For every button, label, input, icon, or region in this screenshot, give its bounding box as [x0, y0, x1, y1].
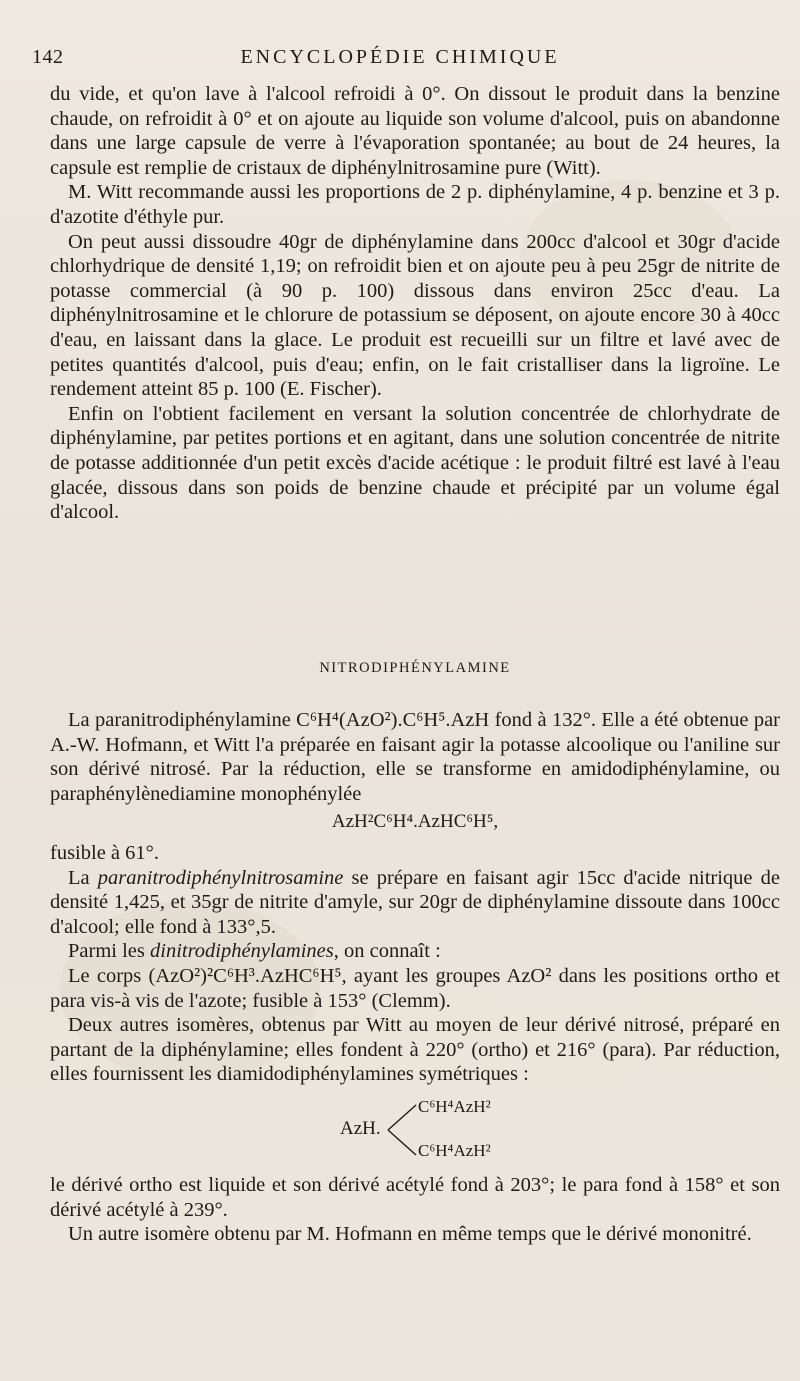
structural-formula	[50, 1093, 780, 1167]
paragraph	[50, 866, 780, 940]
paragraph: Le corps (AzO²)²C⁶H³.AzHC⁶H⁵, ayant les groupes AzO² dans les positions ortho et para vis-à vis de l'azote; fusible à 153° (Clemm).	[50, 964, 780, 1012]
paragraph: Un autre isomère obtenu par M. Hofmann en même temps que le dérivé mononitré.	[68, 1223, 752, 1246]
bond-lines	[386, 1101, 418, 1159]
section-title: NITRODIPHÉNYLAMINE	[319, 660, 511, 676]
struct-bottom: C⁶H⁴AzH²	[418, 1140, 491, 1160]
paragraph: Deux autres isomères, obtenus par Witt au moyen de leur dérivé nitrosé, préparé en partant de la diphénylamine; elles fondent à 220° (ortho) et 216° (para). Par réduction, elles fournissent les diamidodiphénylamines symétriques :	[50, 1014, 780, 1086]
text-run: Parmi les	[68, 940, 150, 963]
body-text-top	[50, 82, 780, 525]
paragraph	[50, 939, 780, 964]
italic-term: dinitrodiphénylamines	[150, 940, 334, 963]
page-header	[30, 40, 770, 70]
page-number: 142	[32, 46, 64, 68]
paragraph: Enfin on l'obtient facilement en versant la solution concentrée de chlorhydrate de diphénylamine, par petites portions et en agitant, dans une solution concentrée de nitrite de potasse additionnée d'un petit excès d'acide acétique : le produit filtré est lavé à l'eau glacée, dissous dans son poids de benzine chaude et précipité par un volume égal d'alcool.	[50, 402, 780, 524]
struct-top: C⁶H⁴AzH²	[418, 1096, 491, 1116]
text-run: se prépare en faisant agir 15cc d'acide nitrique de densité 1,425, et 35gr de nitrite d'amyle, sur 20gr de diphénylamine dissoute dans 100cc d'alcool; elle fond à 133°,5.	[50, 866, 780, 938]
paragraph: La paranitrodiphénylamine C⁶H⁴(AzO²).C⁶H⁵.AzH fond à 132°. Elle a été obtenue par A.-W. Hofmann, et Witt l'a préparée en faisant agir la potasse alcoolique ou l'aniline sur son dérivé nitrosé. Par la réduction, elle se transforme en amidodiphénylamine, ou paraphénylènediamine monophénylée	[50, 709, 780, 805]
text-run: , on connaît :	[333, 940, 441, 963]
body-text-bottom	[50, 708, 780, 1247]
text-run: La	[68, 866, 98, 889]
paragraph: On peut aussi dissoudre 40gr de diphénylamine dans 200cc d'alcool et 30gr d'acide chlorhydrique de densité 1,19; on refroidit bien et on ajoute peu à peu 25gr de nitrite de potasse commercial (à 90 p. 100) dissous dans environ 25cc d'eau. La diphénylnitrosamine et le chlorure de potassium se déposent, on ajoute encore 30 à 40cc d'eau, en laissant dans la glace. Le produit est recueilli sur un filtre et lavé avec de petites quantités d'alcool, puis d'eau; enfin, on le fait cristalliser dans la ligroïne. Le rendement atteint 85 p. 100 (E. Fischer).	[50, 230, 780, 401]
paragraph: M. Witt recommande aussi les proportions de 2 p. diphénylamine, 4 p. benzine et 3 p. d'azotite d'éthyle pur.	[50, 181, 780, 228]
chemical-formula: AzH²C⁶H⁴.AzHC⁶H⁵,	[331, 811, 499, 833]
paragraph: fusible à 61°.	[50, 841, 159, 864]
paragraph: du vide, et qu'on lave à l'alcool refroidi à 0°. On dissout le produit dans la benzine chaude, on refroidit à 0° et on ajoute au liquide son volume d'alcool, puis on abandonne dans une large capsule de verre à l'évaporation spontanée; au bout de 24 heures, la capsule est remplie de cristaux de diphénylnitrosamine pure (Witt).	[50, 83, 780, 179]
italic-term: paranitrodiphénylnitrosamine	[97, 866, 344, 889]
struct-base: AzH.	[340, 1117, 381, 1139]
paragraph: le dérivé ortho est liquide et son dérivé acétylé fond à 203°; le para fond à 158° et son dérivé acétylé à 239°.	[50, 1173, 780, 1221]
running-head: ENCYCLOPÉDIE CHIMIQUE	[240, 46, 560, 68]
